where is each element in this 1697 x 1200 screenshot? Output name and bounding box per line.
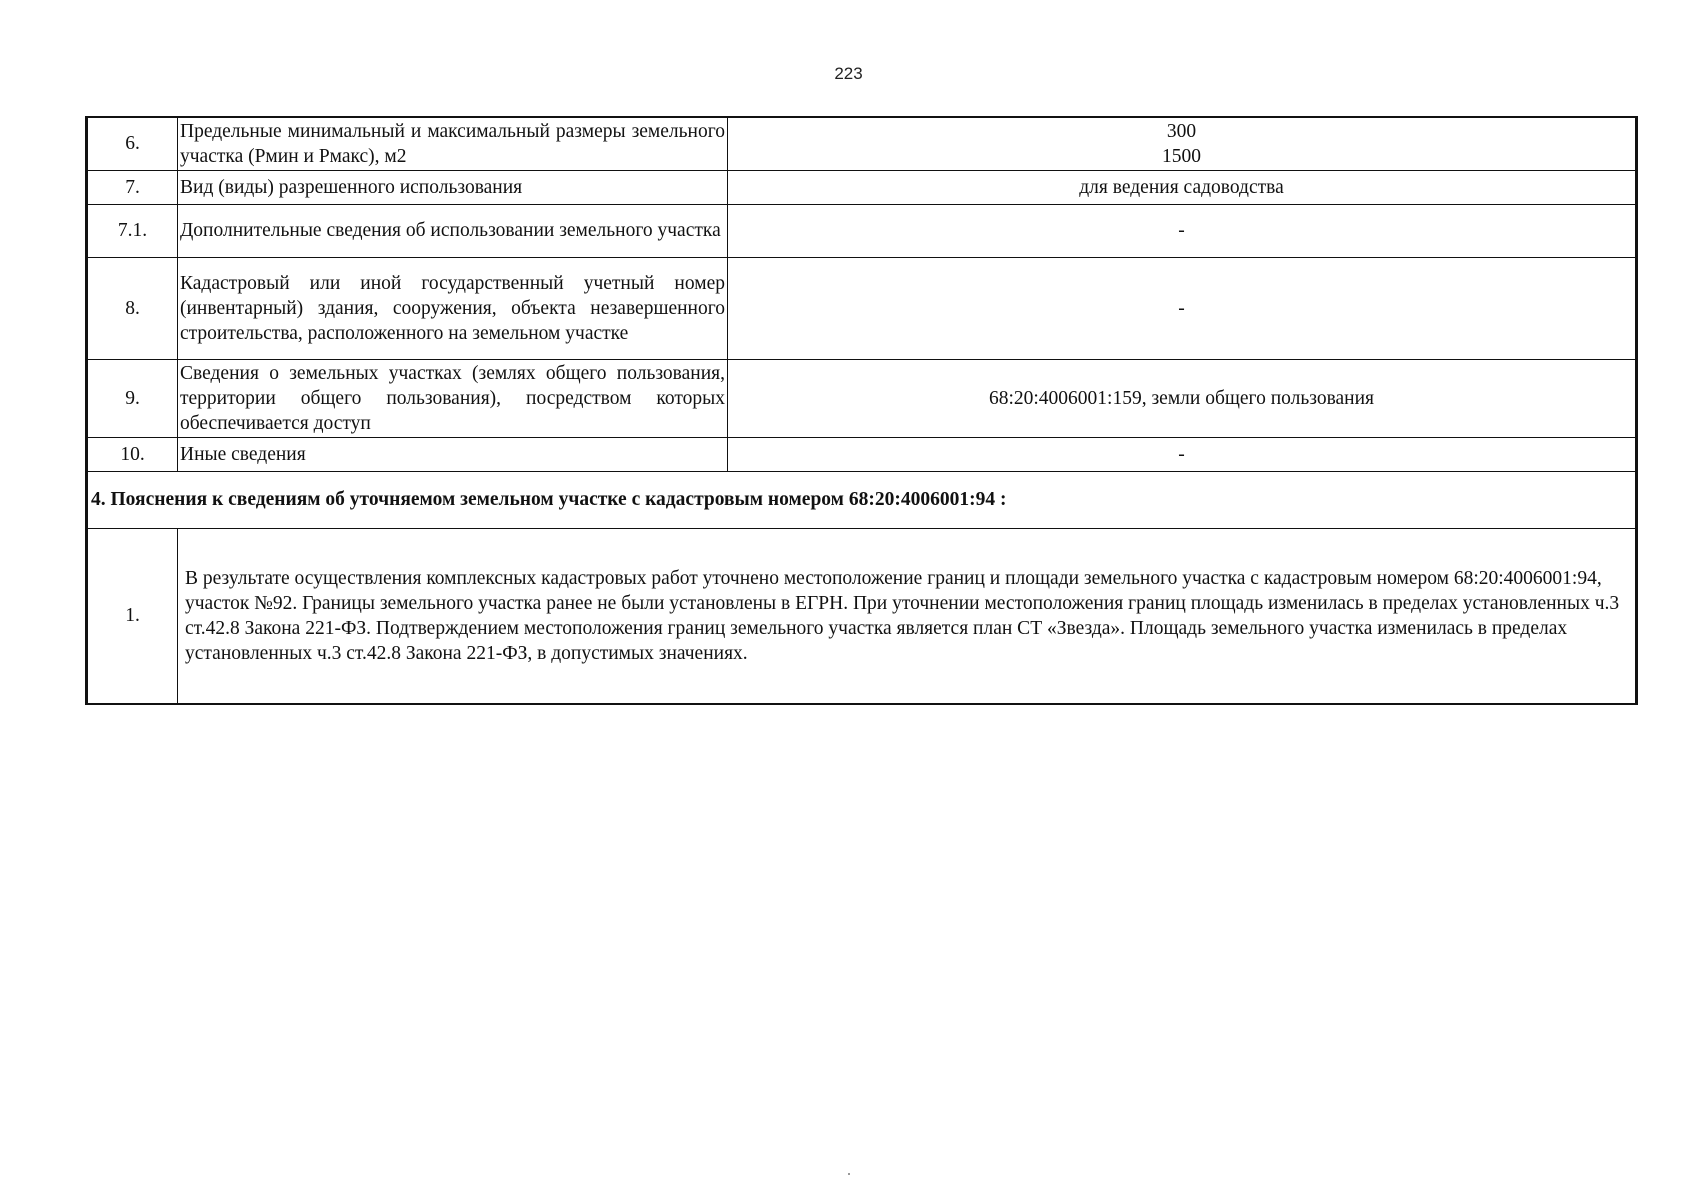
row-value: - xyxy=(728,437,1637,471)
row-label: Вид (виды) разрешенного использования xyxy=(178,170,728,204)
row-value: - xyxy=(728,257,1637,359)
land-plot-info-table xyxy=(85,116,1638,705)
max-size-value: 1500 xyxy=(1162,145,1201,167)
table-row-10 xyxy=(87,437,1637,471)
row-value xyxy=(728,117,1637,170)
row-number: 10. xyxy=(87,437,178,471)
row-label: Предельные минимальный и максимальный размеры земельного участка (Рмин и Рмакс), м2 xyxy=(178,117,728,170)
section-header-row xyxy=(87,471,1637,528)
row-number: 7. xyxy=(87,170,178,204)
min-size-value: 300 xyxy=(1166,120,1197,142)
table-row-7-1 xyxy=(87,204,1637,257)
row-value: для ведения садоводства xyxy=(728,170,1637,204)
row-value: 68:20:4006001:159, земли общего пользования xyxy=(728,359,1637,437)
row-label: Иные сведения xyxy=(178,437,728,471)
section-title: 4. Пояснения к сведениям об уточняемом земельном участке с кадастровым номером 68:20:4006001:94 : xyxy=(87,471,1637,528)
row-label: Дополнительные сведения об использовании земельного участка xyxy=(178,204,728,257)
row-number: 9. xyxy=(87,359,178,437)
explanation-number: 1. xyxy=(87,528,178,704)
row-label: Сведения о земельных участках (землях общего пользования, территории общего пользования), посредством которых обеспечивается доступ xyxy=(178,359,728,437)
table-row-7 xyxy=(87,170,1637,204)
page-number: 223 xyxy=(834,64,863,83)
row-number: 7.1. xyxy=(87,204,178,257)
row-number: 8. xyxy=(87,257,178,359)
explanation-text: В результате осуществления комплексных кадастровых работ уточнено местоположение границ и площади земельного участка с кадастровым номером 68:20:4006001:94, участок №92. Границы земельного участка ранее не были установлены в ЕГРН. При уточнении местоположения границ площадь изменилась в пределах установленных ч.3 ст.42.8 Закона 221-ФЗ. Подтверждением местоположения границ земельного участка является план СТ «Звезда». Площадь земельного участка изменилась в пределах установленных ч.3 ст.42.8 Закона 221-ФЗ, в допустимых значениях. xyxy=(178,528,1637,704)
row-value: - xyxy=(728,204,1637,257)
table-row-8 xyxy=(87,257,1637,359)
explanation-row xyxy=(87,528,1637,704)
table-row-9 xyxy=(87,359,1637,437)
table-row-6 xyxy=(87,117,1637,170)
row-label: Кадастровый или иной государственный учетный номер (инвентарный) здания, сооружения, объекта незавершенного строительства, расположенного на земельном участке xyxy=(178,257,728,359)
scan-dot-mark xyxy=(848,1173,850,1175)
row-number: 6. xyxy=(87,117,178,170)
